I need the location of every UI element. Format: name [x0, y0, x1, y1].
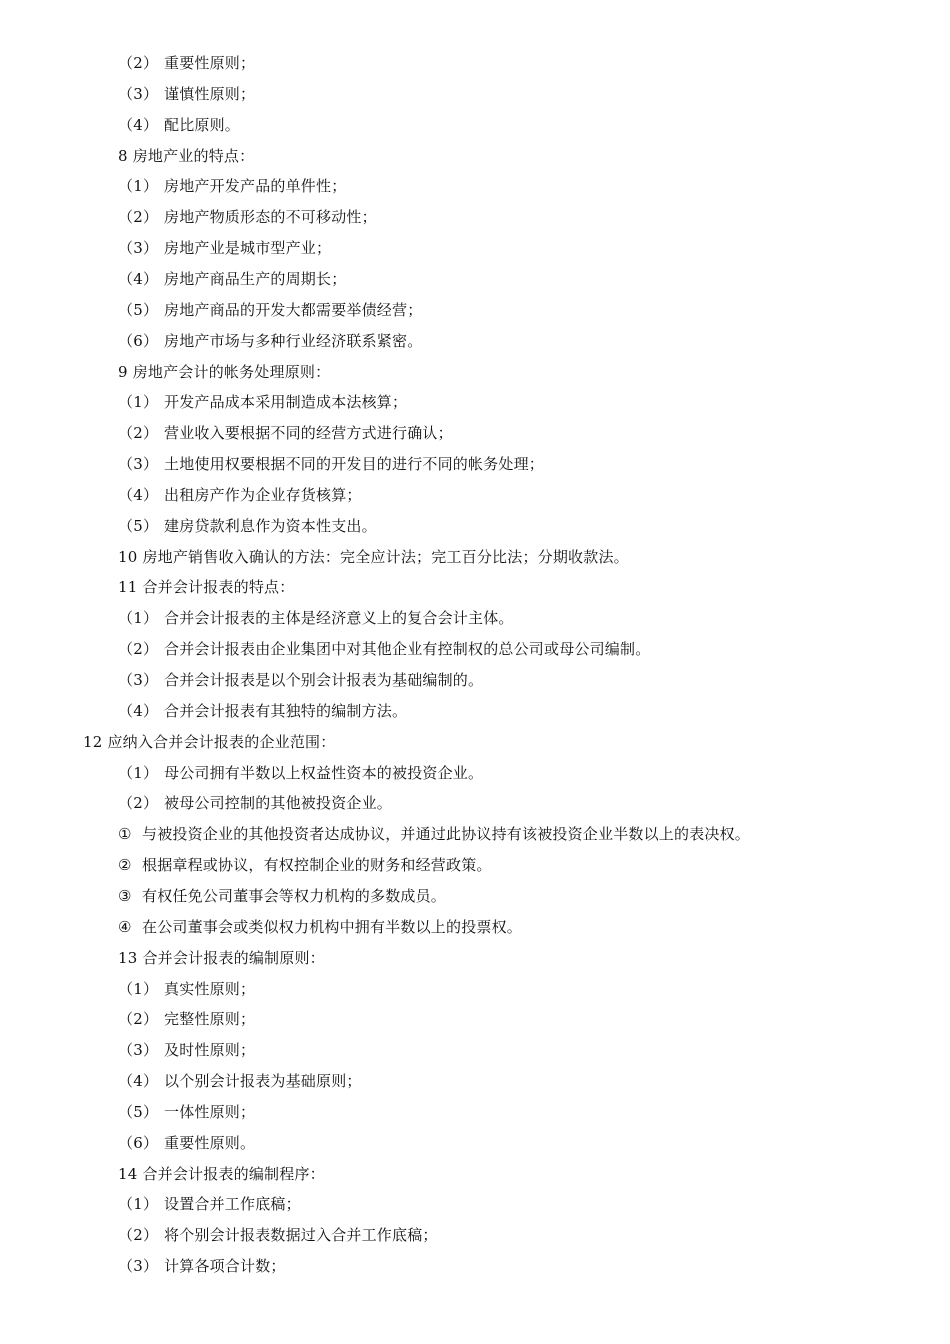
line-text: 合并会计报表是以个别会计报表为基础编制的。 [164, 671, 484, 689]
line-text: 完整性原则； [164, 1010, 256, 1029]
list-item [118, 392, 407, 412]
line-text: 与被投资企业的其他投资者达成协议，并通过此协议持有该被投资企业半数以上的表决权。 [142, 825, 751, 844]
sub-list-item [118, 855, 492, 875]
list-item-number: （5） [118, 516, 159, 535]
list-item [118, 608, 514, 628]
sub-list-item [118, 917, 522, 937]
list-item-number: （4） [118, 269, 159, 288]
list-item-number: （5） [118, 1102, 159, 1121]
section-heading [118, 146, 254, 166]
line-text: 在公司董事会或类似权力机构中拥有半数以上的投票权。 [142, 917, 523, 936]
line-text: 重要性原则。 [164, 1133, 256, 1152]
list-item-number: （1） [118, 393, 159, 412]
line-text: 及时性原则； [164, 1041, 256, 1060]
sub-list-item [118, 824, 750, 844]
list-item [118, 1225, 438, 1245]
line-text: 14 合并会计报表的编制程序： [118, 1164, 325, 1183]
line-text: 12 应纳入合并会计报表的企业范围： [83, 732, 336, 751]
line-text: 房地产业是城市型产业； [164, 239, 332, 258]
list-item [118, 763, 483, 783]
section-heading [118, 547, 629, 567]
list-item [118, 207, 377, 227]
list-item-number: （4） [118, 1072, 159, 1091]
list-item-number: （2） [118, 54, 159, 72]
list-item [118, 115, 240, 135]
list-item-number: ② [118, 856, 132, 875]
list-item [118, 701, 407, 721]
line-text: 房地产物质形态的不可移动性； [164, 208, 377, 227]
line-text: 房地产市场与多种行业经济联系紧密。 [164, 331, 423, 350]
list-item-number: （1） [118, 609, 159, 628]
list-item [118, 423, 453, 443]
list-item-number: （5） [118, 300, 159, 319]
line-text: 将个别会计报表数据过入合并工作底稿； [164, 1226, 438, 1245]
list-item [118, 331, 422, 351]
list-item-number: （3） [118, 671, 159, 689]
list-item-number: （2） [118, 1226, 159, 1245]
line-text: 合并会计报表的主体是经济意义上的复合会计主体。 [164, 609, 514, 628]
line-text: 计算各项合计数； [164, 1257, 286, 1276]
line-text: 谨慎性原则； [164, 84, 256, 103]
list-item [118, 1133, 255, 1153]
list-item-number: （2） [118, 208, 159, 227]
list-item [118, 670, 483, 690]
list-item [118, 454, 544, 474]
line-text: 母公司拥有半数以上权益性资本的被投资企业。 [164, 763, 484, 782]
list-item-number: （6） [118, 331, 159, 350]
line-text: 配比原则。 [164, 115, 241, 134]
list-item-number: （2） [118, 424, 159, 443]
line-text: 被母公司控制的其他被投资企业。 [164, 794, 393, 813]
line-text: 合并会计报表由企业集团中对其他企业有控制权的总公司或母公司编制。 [164, 640, 651, 659]
list-item [118, 1256, 286, 1276]
line-text: 一体性原则； [164, 1102, 256, 1121]
list-item-number: （4） [118, 115, 159, 134]
line-text: 房地产商品生产的周期长； [164, 269, 347, 288]
list-item [118, 300, 422, 320]
section-heading [118, 1164, 325, 1184]
list-item [118, 1102, 255, 1122]
list-item-number: （3） [118, 239, 159, 258]
line-text: 以个别会计报表为基础原则； [164, 1072, 362, 1091]
list-item [118, 238, 331, 258]
list-item-number: （1） [118, 979, 159, 998]
line-text: 设置合并工作底稿； [164, 1195, 301, 1214]
list-item [118, 979, 255, 999]
line-text: 11 合并会计报表的特点： [118, 578, 295, 597]
line-text: 开发产品成本采用制造成本法核算； [164, 393, 408, 412]
list-item-number: （6） [118, 1133, 159, 1152]
list-item-number: （3） [118, 84, 159, 103]
line-text: 重要性原则； [164, 54, 256, 72]
list-item-number: ① [118, 825, 132, 844]
section-heading [118, 948, 325, 968]
line-text: 13 合并会计报表的编制原则： [118, 948, 325, 967]
line-text: 出租房产作为企业存货核算； [164, 485, 362, 504]
list-item-number: （4） [118, 485, 159, 504]
section-heading [83, 732, 335, 752]
list-item-number: ④ [118, 917, 132, 936]
line-text: 土地使用权要根据不同的开发目的进行不同的帐务处理； [164, 455, 545, 474]
list-item-number: ③ [118, 886, 132, 905]
list-item [118, 176, 346, 196]
list-item [118, 516, 377, 536]
line-text: 营业收入要根据不同的经营方式进行确认； [164, 424, 453, 443]
list-item [118, 53, 255, 73]
line-text: 房地产开发产品的单件性； [164, 177, 347, 196]
list-item-number: （2） [118, 640, 159, 659]
line-text: 建房贷款利息作为资本性支出。 [164, 516, 377, 535]
line-text: 真实性原则； [164, 979, 256, 998]
line-text: 10 房地产销售收入确认的方法：完全应计法；完工百分比法；分期收款法。 [118, 547, 629, 566]
list-item-number: （1） [118, 1195, 159, 1214]
line-text: 8 房地产业的特点： [118, 146, 255, 165]
sub-list-item [118, 886, 446, 906]
list-item-number: （3） [118, 1257, 159, 1276]
list-item [118, 1040, 255, 1060]
line-text: 合并会计报表有其独特的编制方法。 [164, 701, 408, 720]
list-item [118, 1009, 255, 1029]
line-text: 根据章程或协议，有权控制企业的财务和经营政策。 [142, 856, 492, 875]
list-item-number: （4） [118, 701, 159, 720]
list-item [118, 269, 346, 289]
list-item-number: （3） [118, 1041, 159, 1060]
list-item [118, 485, 362, 505]
list-item [118, 793, 392, 813]
list-item-number: （1） [118, 763, 159, 782]
list-item-number: （2） [118, 1010, 159, 1029]
line-text: 9 房地产会计的帐务处理原则： [118, 362, 331, 381]
list-item [118, 1071, 362, 1091]
list-item-number: （3） [118, 455, 159, 474]
list-item-number: （1） [118, 177, 159, 196]
list-item [118, 1194, 301, 1214]
list-item [118, 84, 255, 104]
line-text: 有权任免公司董事会等权力机构的多数成员。 [142, 886, 447, 905]
list-item [118, 639, 650, 659]
list-item-number: （2） [118, 794, 159, 813]
section-heading [118, 577, 294, 597]
section-heading [118, 362, 330, 382]
line-text: 房地产商品的开发大都需要举债经营； [164, 300, 423, 319]
